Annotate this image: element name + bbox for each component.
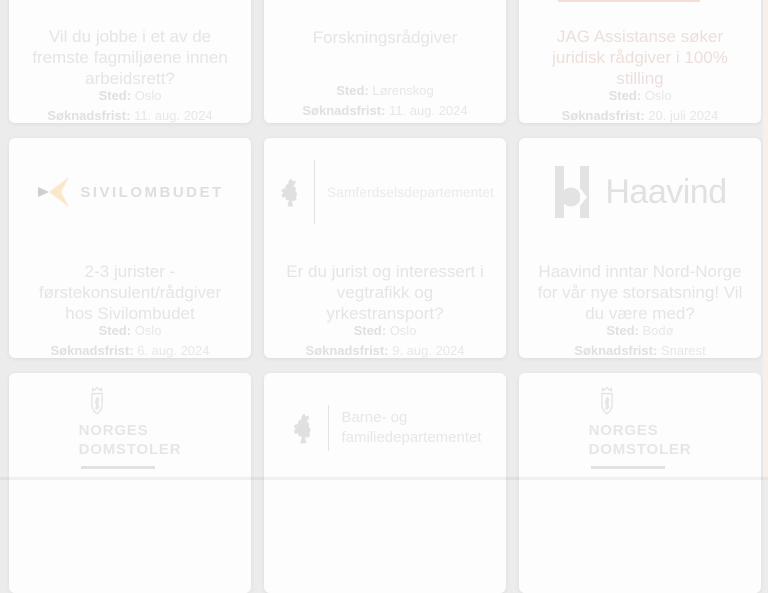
job-location <box>609 88 672 103</box>
department-name: Samferdselsdepartementet <box>327 184 494 200</box>
haavind-wordmark: Haavind <box>605 172 727 211</box>
sivilombudet-wordmark: SIVILOMBUDET <box>80 183 224 201</box>
deadline-label: Søknadsfrist: <box>302 103 386 118</box>
job-card[interactable] <box>264 0 506 123</box>
logo-line-2: DOMSTOLER <box>78 441 182 458</box>
job-title: Haavind inntar Nord-Norge for vår nye storsatsning! Vil du være med? <box>537 261 743 323</box>
job-title: Vil du jobbe i et av de fremste fagmiljøene innen arbeidsrett? <box>32 26 228 88</box>
logo-line-1: NORGES <box>78 422 149 439</box>
logo-divider <box>314 160 315 224</box>
job-card[interactable] <box>9 138 251 358</box>
job-deadline <box>306 343 465 358</box>
haavind-logo <box>553 166 726 218</box>
deadline-label: Søknadsfrist: <box>574 343 658 358</box>
job-card[interactable] <box>519 138 761 358</box>
job-deadline <box>47 108 212 123</box>
norges-domstoler-logo <box>79 387 182 469</box>
barne-og-familiedepartementet-logo <box>288 405 481 451</box>
sivilombudet-logo <box>36 176 223 208</box>
samferdselsdepartementet-logo <box>276 160 494 224</box>
job-title: 2-3 jurister - førstekonsulent/rådgiver hos Sivilombudet <box>38 261 222 323</box>
employer-logo-zone <box>519 387 761 469</box>
job-deadline <box>574 343 706 358</box>
job-location <box>99 88 162 103</box>
job-deadline <box>51 343 210 358</box>
job-location <box>354 323 417 338</box>
location-value: Oslo <box>389 323 417 338</box>
job-card[interactable] <box>519 373 761 593</box>
job-title: Forskningsrådgiver <box>312 28 458 47</box>
location-value: Lørenskog <box>372 83 434 98</box>
location-value: Oslo <box>644 88 672 103</box>
location-label: Sted: <box>336 83 369 98</box>
location-value: Oslo <box>134 323 162 338</box>
logo-underline <box>81 466 155 469</box>
job-card-grid <box>9 0 761 593</box>
norges-domstoler-crest-icon <box>87 387 107 417</box>
logo-divider <box>328 405 329 451</box>
location-label: Sted: <box>98 323 132 338</box>
job-deadline <box>562 108 719 123</box>
job-location <box>606 323 673 338</box>
location-label: Sted: <box>98 88 132 103</box>
logo-line-1: Barne- og <box>341 409 408 426</box>
logo-underline <box>591 466 665 469</box>
deadline-value: 11. aug. 2024 <box>389 103 468 118</box>
employer-logo-zone <box>519 152 761 233</box>
department-name <box>341 408 481 448</box>
location-label: Sted: <box>608 88 642 103</box>
norway-lion-icon <box>288 412 316 444</box>
job-card[interactable] <box>519 0 761 123</box>
job-card[interactable] <box>264 138 506 358</box>
logo-line-2: DOMSTOLER <box>588 441 692 458</box>
location-value: Bodø <box>642 323 674 338</box>
location-label: Sted: <box>353 323 387 338</box>
employer-logo-zone <box>264 152 506 233</box>
logo-line-2: familiedepartementet <box>341 429 482 446</box>
deadline-value: 11. aug. 2024 <box>134 108 213 123</box>
deadline-value: 20. juli 2024 <box>648 108 719 123</box>
norway-lion-icon <box>276 177 302 207</box>
haavind-mark-icon <box>553 166 591 218</box>
job-location <box>99 323 162 338</box>
employer-logo-zone <box>9 152 251 233</box>
deadline-label: Søknadsfrist: <box>50 343 134 358</box>
jag-logo-remnant <box>558 0 700 2</box>
job-card[interactable] <box>9 0 251 123</box>
sivilombudet-arrows-icon <box>36 176 70 208</box>
job-location <box>336 83 434 98</box>
employer-logo-zone <box>264 387 506 469</box>
job-deadline <box>302 103 467 118</box>
job-card[interactable] <box>9 373 251 593</box>
location-label: Sted: <box>606 323 639 338</box>
logo-line-1: NORGES <box>588 422 659 439</box>
deadline-label: Søknadsfrist: <box>561 108 645 123</box>
deadline-label: Søknadsfrist: <box>305 343 389 358</box>
job-card[interactable] <box>264 373 506 593</box>
deadline-value: 6. aug. 2024 <box>137 343 210 358</box>
employer-logo-zone <box>9 387 251 469</box>
deadline-value: 9. aug. 2024 <box>392 343 465 358</box>
job-title: JAG Assistanse søker juridisk rådgiver i 100% stilling <box>552 26 728 88</box>
right-edge-strip <box>763 0 768 480</box>
deadline-value: Snarest <box>660 343 706 358</box>
deadline-label: Søknadsfrist: <box>47 108 131 123</box>
norges-domstoler-logo <box>589 387 692 469</box>
norges-domstoler-crest-icon <box>597 387 617 417</box>
job-title: Er du jurist og interessert i vegtrafikk og yrkestransport? <box>286 261 484 323</box>
location-value: Oslo <box>134 88 162 103</box>
